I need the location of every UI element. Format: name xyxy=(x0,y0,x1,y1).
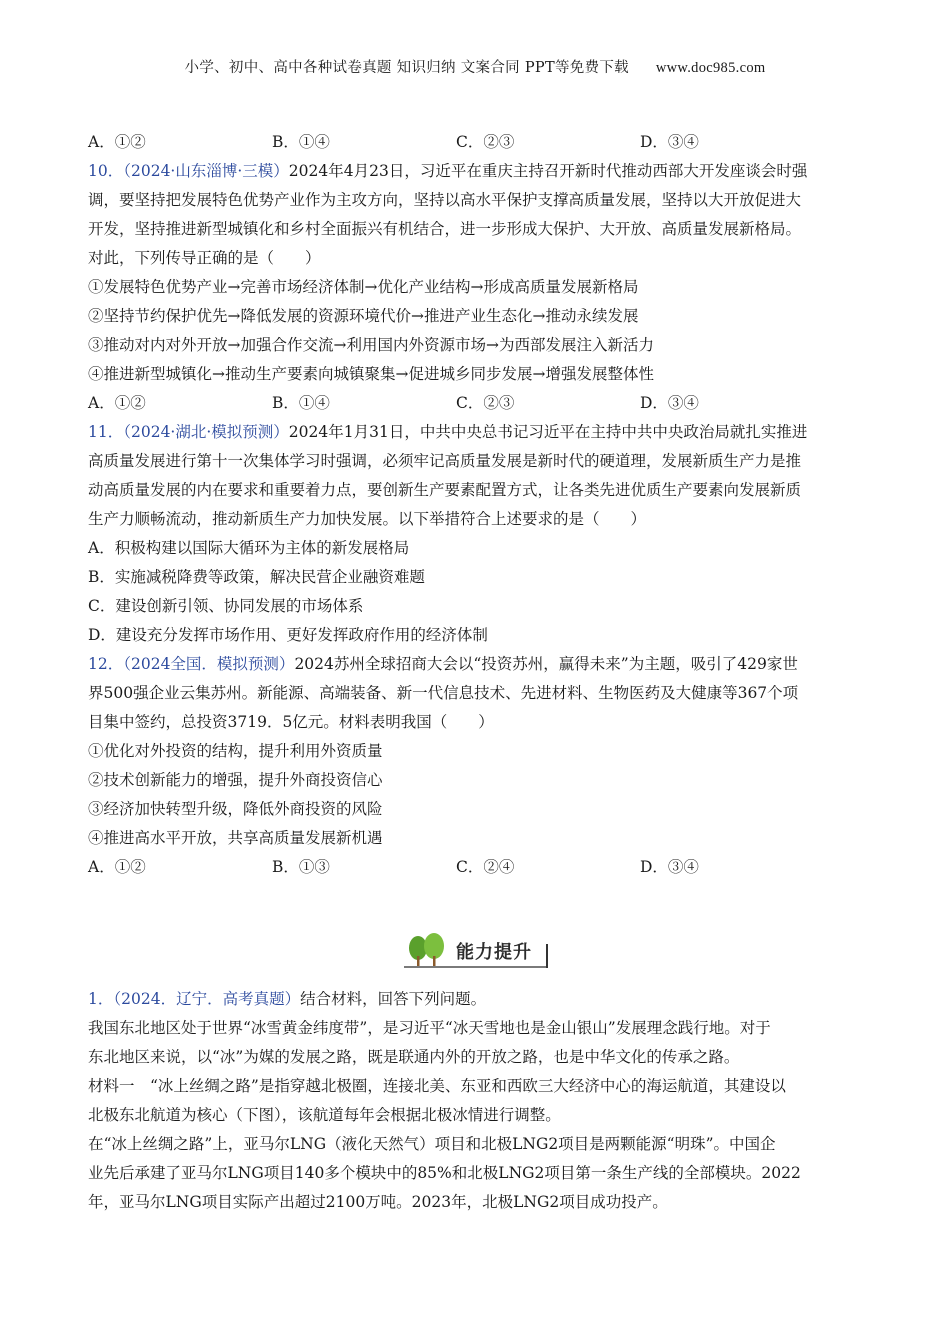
question-number: 12． xyxy=(88,655,124,673)
option-a: A．①② xyxy=(88,133,146,151)
question-text-line: 目集中签约，总投资3719．5亿元。材料表明我国（ ） xyxy=(88,713,494,731)
section-banner xyxy=(404,932,554,972)
q12-options xyxy=(88,853,868,882)
ability-question xyxy=(88,985,868,1217)
material-line: 北极东北航道为核心（下图），该航道每年会根据北极冰情进行调整。 xyxy=(88,1106,561,1124)
material-line: 我国东北地区处于世界“冰雪黄金纬度带”，是习近平“冰天雪地也是金山银山”发展理念践行地。对于 xyxy=(88,1019,771,1037)
question-number: 11． xyxy=(88,423,124,441)
option-d: D．③④ xyxy=(640,394,699,412)
q9-options xyxy=(88,128,868,157)
question-text: 2024苏州全球招商大会以“投资苏州，赢得未来”为主题，吸引了429家世 xyxy=(294,655,798,673)
question-text-line: 对此，下列传导正确的是（ ） xyxy=(88,249,321,267)
p1-line-1 xyxy=(88,985,868,1014)
q10-options xyxy=(88,389,868,418)
material-line: 在“冰上丝绸之路”上，亚马尔LNG（液化天然气）项目和北极LNG2项目是两颗能源“明珠”。中国企 xyxy=(88,1135,776,1153)
question-source: （2024·山东淄博·三模） xyxy=(123,162,289,180)
option-d: D．③④ xyxy=(640,133,699,151)
statement-item: ②技术创新能力的增强，提升外商投资信心 xyxy=(88,771,383,789)
question-text: 2024年4月23日，习近平在重庆主持召开新时代推动西部大开发座谈会时强 xyxy=(288,162,808,180)
question-source: （2024．辽宁．高考真题） xyxy=(113,990,301,1008)
question-text-line: 高质量发展进行第十一次集体学习时强调，必须牢记高质量发展是新时代的硬道理，发展新质生产力是推 xyxy=(88,452,802,470)
section-divider xyxy=(546,944,548,968)
material-line: 年，亚马尔LNG项目实际产出超过2100万吨。2023年，北极LNG2项目成功投产。 xyxy=(88,1193,668,1211)
questions-block xyxy=(88,128,868,882)
choice-d: D．建设充分发挥市场作用、更好发挥政府作用的经济体制 xyxy=(88,626,488,644)
q10-line-1 xyxy=(88,157,868,186)
question-text: 2024年1月31日，中共中央总书记习近平在主持中共中央政治局就扎实推进 xyxy=(288,423,808,441)
option-d: D．③④ xyxy=(640,858,699,876)
question-number: 1． xyxy=(88,990,114,1008)
question-text-line: 动高质量发展的内在要求和重要着力点，要创新生产要素配置方式，让各类先进优质生产要素向发展新质 xyxy=(88,481,802,499)
question-lead: 结合材料，回答下列问题。 xyxy=(300,990,487,1008)
question-number: 10． xyxy=(88,162,124,180)
question-text-line: 开发，坚持推进新型城镇化和乡村全面振兴有机结合，进一步形成大保护、大开放、高质量发展新格局。 xyxy=(88,220,802,238)
q11-line-1 xyxy=(88,418,868,447)
statement-item: ①发展特色优势产业→完善市场经济体制→优化产业结构→形成高质量发展新格局 xyxy=(88,278,639,296)
option-c: C．②③ xyxy=(456,394,515,412)
statement-item: ①优化对外投资的结构，提升利用外资质量 xyxy=(88,742,383,760)
option-b: B．①③ xyxy=(272,858,330,876)
option-a: A．①② xyxy=(88,858,146,876)
page-header xyxy=(0,56,950,77)
option-c: C．②③ xyxy=(456,133,515,151)
option-b: B．①④ xyxy=(272,394,330,412)
statement-item: ④推进高水平开放，共享高质量发展新机遇 xyxy=(88,829,383,847)
option-c: C．②④ xyxy=(456,858,515,876)
material-line: 业先后承建了亚马尔LNG项目140多个模块中的85%和北极LNG2项目第一条生产线的全部模块。2022 xyxy=(88,1164,801,1182)
statement-item: ③经济加快转型升级，降低外商投资的风险 xyxy=(88,800,383,818)
section-title: 能力提升 xyxy=(456,942,532,963)
question-source: （2024全国．模拟预测） xyxy=(123,655,295,673)
question-source: （2024·湖北·模拟预测） xyxy=(123,423,289,441)
choice-c: C．建设创新引领、协同发展的市场体系 xyxy=(88,597,364,615)
choice-b: B．实施减税降费等政策，解决民营企业融资难题 xyxy=(88,568,425,586)
material-line: 材料一 “冰上丝绸之路”是指穿越北极圈，连接北美、东亚和西欧三大经济中心的海运航道，其建设以 xyxy=(88,1077,786,1095)
option-a: A．①② xyxy=(88,394,146,412)
statement-item: ②坚持节约保护优先→降低发展的资源环境代价→推进产业生态化→推动永续发展 xyxy=(88,307,639,325)
choice-a: A．积极构建以国际大循环为主体的新发展格局 xyxy=(88,539,410,557)
option-b: B．①④ xyxy=(272,133,330,151)
q12-line-1 xyxy=(88,650,868,679)
statement-item: ④推进新型城镇化→推动生产要素向城镇聚集→促进城乡同步发展→增强发展整体性 xyxy=(88,365,654,383)
question-text-line: 调，要坚持把发展特色优势产业作为主攻方向，坚持以高水平保护支撑高质量发展，坚持以大开放促进大 xyxy=(88,191,802,209)
statement-item: ③推动对内对外开放→加强合作交流→利用国内外资源市场→为西部发展注入新活力 xyxy=(88,336,654,354)
header-site: www.doc985.com xyxy=(655,60,766,76)
material-line: 东北地区来说，以“冰”为媒的发展之路，既是联通内外的开放之路，也是中华文化的传承之路。 xyxy=(88,1048,740,1066)
question-text-line: 生产力顺畅流动，推动新质生产力加快发展。以下举措符合上述要求的是（ ） xyxy=(88,510,647,528)
section-underline xyxy=(404,966,548,968)
header-text: 小学、初中、高中各种试卷真题 知识归纳 文案合同 PPT等免费下载 xyxy=(184,60,629,76)
question-text-line: 界500强企业云集苏州。新能源、高端装备、新一代信息技术、先进材料、生物医药及大健康等367个项 xyxy=(88,684,799,702)
